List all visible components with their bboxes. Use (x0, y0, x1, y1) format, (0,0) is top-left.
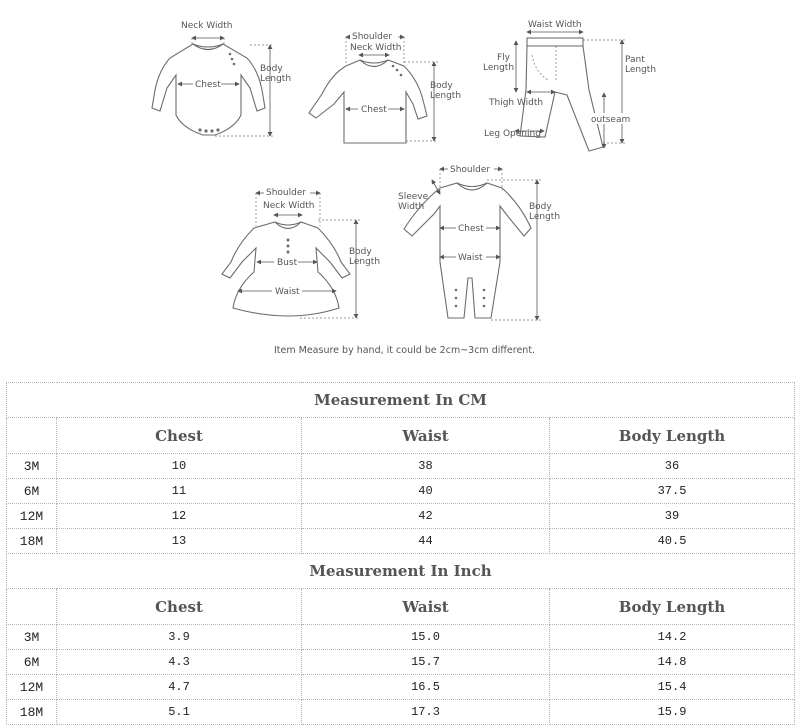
tee-shoulder-label: Shoulder (352, 32, 393, 42)
chest-cell: 4.3 (57, 650, 302, 675)
table-row (7, 675, 795, 700)
bodysuit-chest-label: Chest (195, 80, 221, 90)
body-length-cell: 14.8 (550, 650, 795, 675)
inch-table-header-row (7, 589, 795, 625)
inch-table-title: Measurement In Inch (7, 554, 795, 589)
dress-waist-label: Waist (275, 287, 300, 297)
inch-size-table (6, 553, 795, 725)
chest-cell: 11 (57, 479, 302, 504)
size-cell: 3M (7, 454, 57, 479)
pants-pant-label-1: Pant (625, 55, 645, 65)
waist-cell: 17.3 (302, 700, 550, 725)
body-length-cell: 39 (550, 504, 795, 529)
table-row (7, 454, 795, 479)
table-row (7, 650, 795, 675)
romper-chest-label: Chest (458, 224, 484, 234)
pants-pant-label-2: Length (625, 65, 657, 75)
body-length-cell: 15.4 (550, 675, 795, 700)
inch-header-chest: Chest (57, 589, 302, 625)
romper-drawing (398, 163, 560, 320)
chest-cell: 12 (57, 504, 302, 529)
table-row (7, 529, 795, 554)
cm-header-chest: Chest (57, 418, 302, 454)
measure-note: Item Measure by hand, it could be 2cm~3cm different. (274, 345, 536, 356)
waist-cell: 44 (302, 529, 550, 554)
pants-leg-label: Leg Opening (484, 129, 541, 139)
chest-cell: 4.7 (57, 675, 302, 700)
table-row (7, 625, 795, 650)
size-cell: 6M (7, 650, 57, 675)
dress-body-label-1: Body (349, 247, 372, 257)
body-length-cell: 36 (550, 454, 795, 479)
pants-fly-label-1: Fly (497, 53, 511, 63)
size-cell: 18M (7, 529, 57, 554)
size-cell: 6M (7, 479, 57, 504)
size-cell: 12M (7, 675, 57, 700)
cm-table-title: Measurement In CM (7, 383, 795, 418)
inch-header-waist: Waist (302, 589, 550, 625)
romper-body-label-1: Body (529, 202, 552, 212)
romper-shoulder-label: Shoulder (450, 165, 491, 175)
cm-table-header-row (7, 418, 795, 454)
chest-cell: 3.9 (57, 625, 302, 650)
romper-waist-label: Waist (458, 253, 483, 263)
chest-cell: 5.1 (57, 700, 302, 725)
waist-cell: 15.0 (302, 625, 550, 650)
tee-chest-label: Chest (361, 105, 387, 115)
tee-body-label-2: Length (430, 91, 462, 101)
inch-header-body-length: Body Length (550, 589, 795, 625)
tee-drawing (309, 30, 461, 143)
dress-body-label-2: Length (349, 257, 381, 267)
chest-cell: 13 (57, 529, 302, 554)
romper-sleeve-label-1: Sleeve (398, 192, 429, 202)
waist-cell: 42 (302, 504, 550, 529)
bodysuit-drawing (152, 21, 291, 136)
chest-cell: 10 (57, 454, 302, 479)
body-length-cell: 37.5 (550, 479, 795, 504)
romper-body-label-2: Length (529, 212, 561, 222)
body-length-cell: 40.5 (550, 529, 795, 554)
size-cell: 3M (7, 625, 57, 650)
cm-size-table (6, 382, 795, 554)
dress-neck-label: Neck Width (263, 201, 315, 211)
pants-drawing (483, 20, 656, 151)
body-length-cell: 14.2 (550, 625, 795, 650)
cm-header-size (7, 418, 57, 454)
romper-sleeve-label-2: Width (398, 202, 425, 212)
waist-cell: 15.7 (302, 650, 550, 675)
size-cell: 18M (7, 700, 57, 725)
bodysuit-body-label-1: Body (260, 64, 283, 74)
table-row (7, 479, 795, 504)
bodysuit-neck-label: Neck Width (181, 21, 233, 31)
size-cell: 12M (7, 504, 57, 529)
dress-bust-label: Bust (277, 258, 298, 268)
waist-cell: 16.5 (302, 675, 550, 700)
table-row (7, 504, 795, 529)
pants-fly-label-2: Length (483, 63, 515, 73)
table-row (7, 700, 795, 725)
cm-header-body-length: Body Length (550, 418, 795, 454)
waist-cell: 38 (302, 454, 550, 479)
tee-neck-label: Neck Width (350, 43, 402, 53)
dress-drawing (222, 186, 380, 318)
pants-waist-label: Waist Width (528, 20, 582, 30)
waist-cell: 40 (302, 479, 550, 504)
pants-thigh-label: Thigh Width (489, 98, 544, 108)
tee-body-label-1: Body (430, 81, 453, 91)
cm-header-waist: Waist (302, 418, 550, 454)
inch-header-size (7, 589, 57, 625)
pants-outseam-label: outseam (591, 115, 631, 125)
bodysuit-body-label-2: Length (260, 74, 292, 84)
body-length-cell: 15.9 (550, 700, 795, 725)
dress-shoulder-label: Shoulder (266, 188, 307, 198)
